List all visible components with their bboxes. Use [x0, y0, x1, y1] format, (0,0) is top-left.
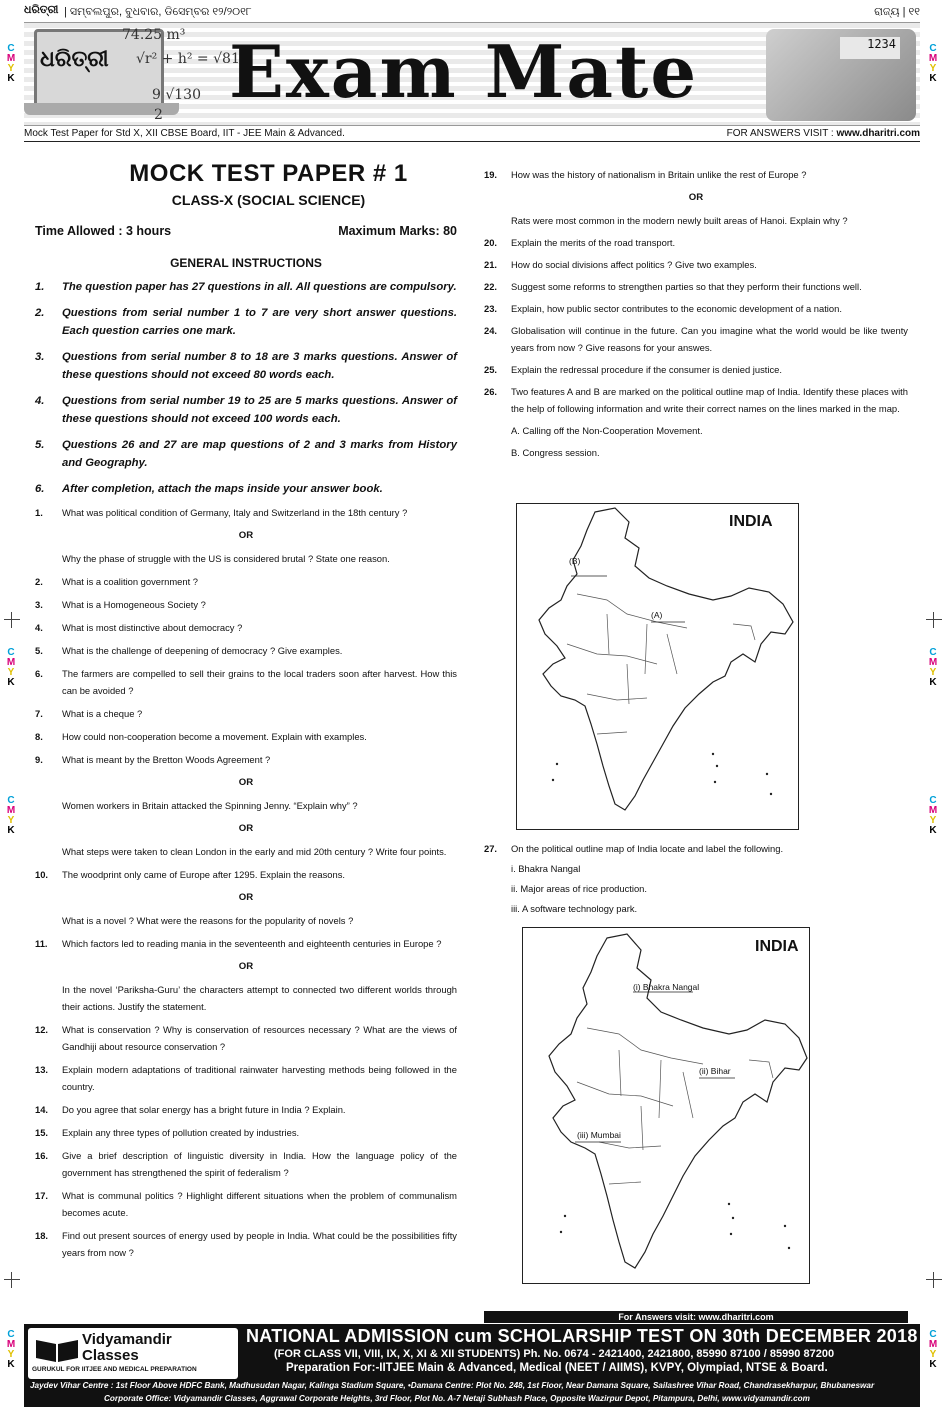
question-item: 5. What is the challenge of deepening of democracy ? Give examples. [35, 645, 343, 656]
sub-item: ii. Major areas of rice production. [511, 883, 647, 894]
or-separator: OR [238, 961, 254, 972]
instruction-item: 6. After completion, attach the maps inside your answer book. [35, 483, 383, 495]
cmyk-reg-mark: C M Y K [6, 795, 16, 836]
sub-item: iii. A software technology park. [511, 903, 638, 914]
question-item: 9. What is meant by the Bretton Woods Agreement ? [35, 754, 271, 765]
ad-eligibility: (FOR CLASS VII, VIII, IX, X, XI & XII STUDENTS) Ph. No. 0674 - 2421400, 2421800, 85990 87100 / 85990 87200 [274, 1348, 835, 1360]
question-item: 6. The farmers are compelled to sell their grains to the local traders soon after harvest. How this can be avoided ? [35, 668, 457, 696]
answers-visit: FOR ANSWERS VISIT : www.dharitri.com [726, 128, 920, 139]
alternate-question: Rats were most common in the modern newly built areas of Hanoi. Explain why ? [511, 215, 848, 226]
question-item: 25. Explain the redressal procedure if the consumer is denied justice. [484, 364, 782, 375]
question-27-block [484, 840, 908, 917]
exam-mate-banner [24, 22, 920, 126]
divider [24, 141, 920, 142]
instruction-item: 4. Questions from serial number 19 to 25 are 5 marks questions. Answer of these questions should not exceed 100 words each. [35, 395, 457, 425]
question-item: 20. Explain the merits of the road transport. [484, 237, 676, 248]
formula-text: 9 √130 [152, 87, 201, 103]
crosshair-icon [926, 612, 942, 628]
alternate-question: Women workers in Britain attacked the Spinning Jenny. “Explain why” ? [62, 800, 358, 811]
ad-courses: Preparation For:-IITJEE Main & Advanced, Medical (NEET / AIIMS), KVPY, Olympiad, NTSE & Board. [286, 1362, 828, 1374]
cmyk-reg-mark: C M Y K [928, 647, 938, 688]
formula-text: 2 [154, 107, 163, 123]
ad-corporate-office: Corporate Office: Vidyamandir Classes, Aggrawal Corporate Heights, 3rd Floor, Plot No. A-7 Netaji Subhash Place, Opposite Wazirpur Depot, Pitampura, Delhi, www.vidyamandir.com [104, 1394, 810, 1403]
alternate-question: What steps were taken to clean London in the early and mid 20th century ? Write four points. [62, 846, 447, 857]
crosshair-icon [4, 612, 20, 628]
cmyk-reg-mark: C M Y K [928, 1329, 938, 1370]
book-icon [34, 1334, 80, 1364]
answers-strip: For Answers visit: www.dharitri.com [484, 1311, 908, 1323]
paper-subtitle: CLASS-X (SOCIAL SCIENCE) [171, 192, 366, 208]
india-map-1 [516, 503, 799, 830]
question-item: 10. The woodprint only came of Europe after 1295. Explain the reasons. [35, 869, 345, 880]
question-item: 18. Find out present sources of energy used by people in India. What could be the possibilities fifty years from now ? [35, 1230, 457, 1258]
map-label-mumbai: (iii) Mumbai [577, 1130, 621, 1140]
newspaper-brand: ଧରିତ୍ରୀ [24, 4, 59, 16]
map-label-b: (B) [569, 556, 581, 566]
or-separator: OR [688, 192, 704, 203]
map-label-bihar: (ii) Bihar [699, 1066, 731, 1076]
question-item: 3. What is a Homogeneous Society ? [35, 599, 206, 610]
question-item: 4. What is most distinctive about democracy ? [35, 622, 243, 633]
alternate-question: What is a novel ? What were the reasons for the popularity of novels ? [62, 915, 354, 926]
instruction-item: 2. Questions from serial number 1 to 7 are very short answer questions. Each question carries one mark. [35, 307, 457, 337]
subline-description: Mock Test Paper for Std X, XII CBSE Board, IIT - JEE Main & Advanced. [24, 128, 345, 139]
cmyk-reg-mark: C M Y K [928, 43, 938, 84]
formula-text: 74.25 m³ [122, 27, 186, 43]
question-item: 11. Which factors led to reading mania in the seventeenth and eighteenth centuries in Europe ? [35, 938, 442, 949]
alternate-question: Why the phase of struggle with the US is considered brutal ? State one reason. [62, 553, 390, 564]
or-separator: OR [238, 530, 254, 541]
calculator-display: 1234 [840, 37, 900, 59]
question-item: 7. What is a cheque ? [35, 708, 143, 719]
advertiser-tagline: GURUKUL FOR IITJEE AND MEDICAL PREPARATION [32, 1366, 197, 1373]
crosshair-icon [4, 1272, 20, 1288]
instruction-item: 3. Questions from serial number 8 to 18 are 3 marks questions. Answer of these questions should not exceed 80 words each. [35, 351, 457, 381]
question-item: 12. What is conservation ? Why is conservation of resources necessary ? What are the views of Gandhiji about resource conservation ? [35, 1024, 457, 1052]
or-separator: OR [238, 777, 254, 788]
question-item: 13. Explain modern adaptations of traditional rainwater harvesting methods being followed in the country. [35, 1064, 457, 1092]
map-label-a: (A) [651, 610, 663, 620]
right-column [484, 166, 908, 461]
question-item: 19. How was the history of nationalism in Britain unlike the rest of Europe ? [484, 169, 807, 180]
cmyk-reg-mark: C M Y K [6, 43, 16, 84]
question-item: 1. What was political condition of Germany, Italy and Switzerland in the 18th century ? [35, 507, 408, 518]
maximum-marks: Maximum Marks: 80 [338, 224, 457, 238]
sub-item: i. Bhakra Nangal [511, 863, 581, 874]
dateline: | ସମ୍ବଲପୁର, ବୁଧବାର, ଡିସେମ୍ବର ୧୨/୨୦୧୮ [64, 6, 252, 18]
question-item: 15. Explain any three types of pollution created by industries. [35, 1127, 300, 1138]
banner-title: Exam Mate [229, 29, 699, 114]
instruction-item: 1. The question paper has 27 questions in all. All questions are compulsory. [35, 281, 457, 293]
or-separator: OR [238, 892, 254, 903]
question-item: 14. Do you agree that solar energy has a bright future in India ? Explain. [35, 1104, 346, 1115]
banner-logo: ଧରିତ୍ରୀ [40, 47, 109, 72]
cmyk-reg-mark: C M Y K [928, 795, 938, 836]
alternate-question: In the novel ‘Pariksha-Guru’ the characters attempt to connected two different worlds through their actions. Justify the statement. [62, 984, 457, 1012]
question-item: 8. How could non-cooperation become a movement. Explain with examples. [35, 731, 367, 742]
india-map-2 [522, 927, 810, 1284]
masthead-strip [24, 4, 920, 22]
crosshair-icon [926, 1272, 942, 1288]
time-allowed: Time Allowed : 3 hours [35, 224, 172, 238]
cmyk-reg-mark: C M Y K [6, 647, 16, 688]
map-title: INDIA [729, 513, 773, 530]
formula-text: √r² + h² = √81 [136, 51, 240, 67]
vidyamandir-advertisement [24, 1324, 920, 1407]
left-column [35, 160, 457, 1261]
sub-item: A. Calling off the Non-Cooperation Movement. [511, 425, 703, 436]
question-item: 27. On the political outline map of India locate and label the following. [484, 843, 784, 854]
advertiser-name: Vidyamandir Classes [82, 1331, 172, 1364]
india-outline-icon [517, 504, 800, 831]
sub-item: B. Congress session. [511, 447, 600, 458]
question-item: 21. How do social divisions affect politics ? Give two examples. [484, 259, 757, 270]
map-title: INDIA [755, 938, 799, 955]
paper-meta [35, 224, 457, 240]
question-item: 2. What is a coalition government ? [35, 576, 199, 587]
question-item: 23. Explain, how public sector contributes to the economic development of a nation. [484, 303, 842, 314]
map-label-bhakra-nangal: (i) Bhakra Nangal [633, 982, 700, 992]
advertiser-logo [28, 1328, 238, 1379]
paper-title: MOCK TEST PAPER # 1 [129, 160, 408, 187]
banner-subline [24, 128, 920, 142]
cmyk-reg-mark: C M Y K [6, 1329, 16, 1370]
ad-headline: NATIONAL ADMISSION cum SCHOLARSHIP TEST ON 30th DECEMBER 2018 [246, 1326, 918, 1346]
calculator-icon [766, 29, 916, 121]
question-item: 17. What is communal politics ? Highlight different situations when the problem of communalism becomes acute. [35, 1190, 457, 1218]
question-item: 26. Two features A and B are marked on the political outline map of India. Identify these places with the help of following information and write their correct names on the lines marked in the map. [484, 386, 908, 414]
instructions-heading: GENERAL INSTRUCTIONS [170, 256, 322, 270]
page-label: ରାଜ୍ୟ | ୧୧ [874, 6, 920, 18]
instruction-item: 5. Questions 26 and 27 are map questions of 2 and 3 marks from History and Geography. [35, 439, 457, 469]
question-item: 16. Give a brief description of linguistic diversity in India. How the language policy of the government has strengthened the spirit of federalism ? [35, 1150, 457, 1178]
question-item: 22. Suggest some reforms to strengthen parties so that they perform their functions well. [484, 281, 862, 292]
or-separator: OR [238, 823, 254, 834]
answers-link[interactable]: www.dharitri.com [836, 128, 920, 139]
ad-centres: Jaydev Vihar Centre : 1st Floor Above HDFC Bank, Madhusudan Nagar, Kalinga Stadium Square, •Damana Centre: Plot No. 248, 1st Floor, Near Damana Square, Sailashree Vihar Road, Chandrasekharpur, Bhubaneswar [30, 1381, 875, 1390]
question-item: 24. Globalisation will continue in the future. Can you imagine what the world would be like twenty years from now ? Give reasons for your answes. [484, 325, 908, 353]
